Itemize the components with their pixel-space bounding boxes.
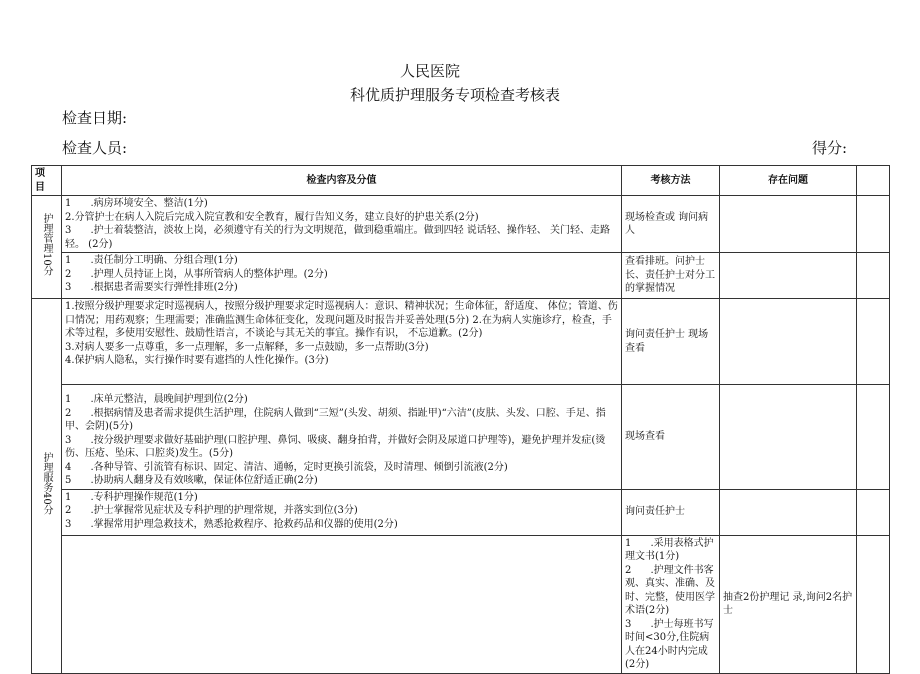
content-line: 1 .采用表格式护理文书(1分) — [625, 537, 714, 562]
content-line: 2 .护士掌握常见症状及专科护理的护理常规，并落实到位(3分) — [65, 505, 358, 516]
issues-cell[interactable] — [857, 535, 890, 673]
table-header-row — [32, 166, 890, 196]
content-cell — [622, 535, 720, 673]
extra-cell — [857, 253, 890, 299]
content-line: 4 .各种导管、引流管有标识、固定、清洁、通畅，定时更换引流袋，及时清理、倾倒引流液(2分) — [65, 461, 508, 473]
method-text: 查看排班。问护士长、责任护士对分工的掌握情况 — [625, 256, 715, 295]
col-header-content: 检查内容及分值 — [62, 166, 622, 196]
method-text: 询问责任护士 现场查看 — [625, 329, 709, 354]
table-row — [32, 196, 890, 253]
method-text: 现场查看 — [625, 431, 665, 442]
score-label: 得分: — [811, 139, 847, 157]
content-line: 3 .护士每班书写时间<30分,住院病人在24小时内完成(2分) — [625, 618, 714, 670]
content-cell — [62, 299, 622, 385]
content-line: 5 .协助病人翻身及有效咳嗽，保证体位舒适正确(2分) — [65, 475, 318, 486]
issues-cell[interactable] — [720, 489, 857, 535]
method-cell — [622, 489, 720, 535]
category-label: 护理服务40分 — [41, 452, 52, 515]
content-line: 3 .根据患者需要实行弹性排班(2分) — [65, 282, 238, 293]
content-line: 2 .护理人员持证上岗，从事所管病人的整体护理。(2分) — [65, 268, 328, 280]
content-cell — [62, 253, 622, 299]
content-cell — [62, 489, 622, 535]
issues-cell[interactable] — [720, 385, 857, 490]
content-line: 2.分管护士在病人入院后完成入院宣教和安全教育，履行告知义务，建立良好的护患关系(2分) — [65, 211, 479, 223]
extra-cell — [857, 299, 890, 385]
content-line: 1 .专科护理操作规范(1分) — [65, 491, 198, 503]
content-cell — [62, 385, 622, 490]
content-line: 2 .根据病情及患者需求提供生活护理，住院病人做到“三短”(头发、胡须、指趾甲)“六洁”(皮肤、头发、口腔、手足、指甲、会阴)(5分) — [65, 407, 606, 432]
table-row — [32, 535, 890, 673]
hospital-name: 人民医院 — [400, 62, 461, 80]
content-line: 4.保护病人隐私，实行操作时要有遮挡的人性化操作。(3分) — [65, 355, 329, 366]
content-line: 1.按照分级护理要求定时巡视病人，按照分级护理要求定时巡视病人：意识、精神状况；生命体征，舒适度、 体位；管道、伤口情况；用药观察；生理需要；准确监测生命体征变化，发现问题及时报告并妥善处理(5分) 2.在为病人实施诊疗，检查，手术等过程，多使用安慰性、鼓励性语言，不谈论与其无关的事宜。操作有识， 不忘道歉。(2分) — [65, 301, 618, 339]
col-header-item: 项 目 — [32, 166, 62, 196]
table-row — [32, 385, 890, 490]
method-cell — [622, 196, 720, 253]
col-header-method: 考核方法 — [622, 166, 720, 196]
content-cell — [62, 196, 622, 253]
content-line: 1 .责任制分工明确、分组合理(1分) — [65, 255, 238, 266]
method-cell — [622, 253, 720, 299]
category-nursing-service — [32, 299, 62, 674]
table-row — [32, 299, 890, 385]
form-title: 科优质护理服务专项检查考核表 — [350, 86, 561, 104]
method-text: 抽查2份护理记 录,询问2名护士 — [723, 591, 853, 616]
method-cell — [622, 299, 720, 385]
category-cell — [62, 535, 622, 673]
category-label: 护理管理10分 — [41, 213, 52, 277]
content-line: 3 .护士着装整洁，淡妆上岗，必须遵守有关的行为文明规范，做到稳重端庄。做到四轻 说话轻、操作轻、 关门轻、走路轻。 (2分) — [65, 225, 610, 250]
inspector-label: 检查人员: — [62, 139, 128, 157]
content-line: 3 .掌握常用护理急救技术，熟悉抢救程序、抢救药品和仪器的使用(2分) — [65, 518, 398, 530]
method-text: 现场检查或 询问病人 — [625, 211, 709, 236]
content-line: 2 .护理文件书客观、真实、准确、及时、完整，使用医学术语(2分) — [625, 564, 715, 616]
content-line: 1 .病房环境安全、整洁(1分) — [65, 198, 208, 209]
issues-cell[interactable] — [720, 196, 857, 253]
col-header-extra — [857, 166, 890, 196]
content-line: 3 .按分级护理要求做好基础护理(口腔护理、鼻饲、吸痰、翻身拍背，并做好会阴及尿道口护理等)，避免护理并发症(烫伤、压疮、坠床、口腔炎)发生。(5分) — [65, 434, 606, 459]
content-line: 3.对病人要多一点尊重，多一点理解，多一点解释，多一点鼓励，多一点帮助(3分) — [65, 341, 429, 353]
inspection-table — [31, 165, 890, 674]
method-cell — [720, 535, 857, 673]
col-header-issues: 存在问题 — [720, 166, 857, 196]
method-cell — [622, 385, 720, 490]
method-text: 询问责任护士 — [625, 506, 685, 518]
category-nursing-management — [32, 196, 62, 299]
extra-cell — [857, 489, 890, 535]
content-line: 1 .床单元整洁，晨晚间护理到位(2分) — [65, 394, 248, 405]
table-row — [32, 253, 890, 299]
table-row — [32, 489, 890, 535]
issues-cell[interactable] — [720, 299, 857, 385]
extra-cell — [857, 196, 890, 253]
extra-cell — [857, 385, 890, 490]
issues-cell[interactable] — [720, 253, 857, 299]
inspection-date-label: 检查日期: — [62, 109, 128, 127]
